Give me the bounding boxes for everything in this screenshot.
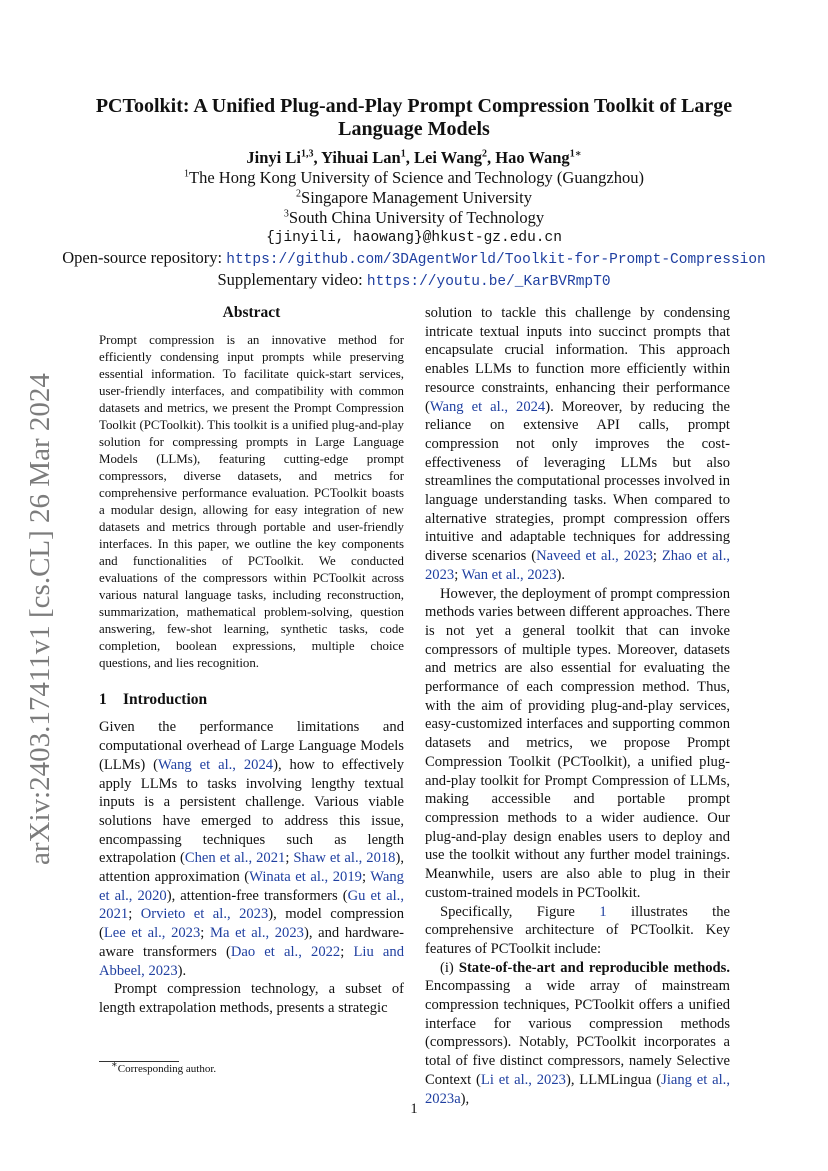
intro-paragraph-2: Prompt compression technology, a subset of length extrapolation methods, presents a strategic [99,981,404,1016]
affiliation: $^1$The Hong Kong University of Science and Technology (Guangzhou) [184,168,644,187]
intro-paragraph-1: Given the performance limitations and computational overhead of Large Language Models (LLMs) (Wang et al., 2024), how to effectively apply LLMs to tasks involving lengthy textual inputs is a persistent challenge. Various viable solutions have emerged to address this issue, encompassing techniques such as length extrapolation (Chen et al., 2021; Shaw et al., 2018), attention approximation (Winata et al., 2019; Wang et al., 2020), attention-free transformers (Gu et al., 2021; Orvieto et al., 2023), model compression (Lee et al., 2023; Ma et al., 2023), and hardware-aware transformers (Dao et al., 2022; Liu and Abbeel, 2023). [99,719,405,979]
citation-link[interactable]: Li et al., 2023 [480,1071,566,1088]
citation-link[interactable]: Shaw et al., 2018 [293,850,396,867]
author-affil: 1∗ [569,148,582,160]
author-name: Hao Wang [495,148,570,167]
video-label: Supplementary video: [217,270,367,289]
body-paragraph: (i) State-of-the-art and reproducible methods. Encompassing a wide array of mainstream compression techniques, PCToolkit offers a unified interface for various compression methods (compressors). Notably, PCToolkit incorporates a total of five distinct compressors, namely Selective Context (Li et al., 2023), LLMLingua (Jiang et al., 2023a), [425,959,730,1107]
citation-link[interactable]: Wang et al., 2020 [99,869,404,904]
citation-link[interactable]: Jiang et al., 2023a [425,1071,730,1107]
video-link[interactable]: https://youtu.be/_KarBVRmpT0 [366,274,611,290]
citation-link[interactable]: Winata et al., 2019 [249,869,362,886]
affiliation: $^3$South China University of Technology [283,208,545,227]
abstract-text: Prompt compression is an innovative method for efficiently condensing input prompts while preserving essential information. To facilitate quick-start services, user-friendly interfaces, and compatibility with common datasets and metrics, we present the Prompt Compression Toolkit (PCToolkit). This toolkit is a unified plug-and-play solution for compressing prompts in Large Language Models (LLMs), featuring cutting-edge prompt compressors, diverse datasets, and metrics for comprehensive performance evaluation. PCToolkit boasts a modular design, allowing for easy integration of new datasets and metrics through portable and user-friendly interfaces. In this paper, we outline the key components and functionalities of PCToolkit. We conducted evaluations of the compressors within PCToolkit across various natural language tasks, including reconstruction, summarization, mathematical problem-solving, question answering, few-shot learning, synthetic tasks, code completion, boolean expressions, multiple choice questions, and lies recognition. [99,332,404,670]
author-affil: 1 [400,148,406,160]
title-line-1: PCToolkit: A Unified Plug-and-Play Prompt Compression Toolkit of Large [95,95,733,117]
repository-line [60,248,768,270]
body-paragraph: solution to tackle this challenge by condensing intricate textual inputs into succinct prompts that encapsulate crucial information. This approach enables LLMs to function more efficiently within resource constraints, enhancing their performance (Wang et al., 2024). Moreover, by reducing the reliance on extensive API calls, prompt compression not only improves the cost-effectiveness of leveraging LLMs but also streamlines the computational processes involved in language understanding tasks. When compared to alternative strategies, prompt compression offers intuitive and adaptable techniques for addressing diverse scenarios (Naveed et al., 2023; Zhao et al., 2023; Wan et al., 2023). [425,305,731,583]
section-title: Introduction [123,690,208,708]
citation-link[interactable]: Liu and Abbeel, 2023 [99,943,405,979]
repository-label: Open-source repository: [62,248,227,267]
citation-link[interactable]: Naveed et al., 2023 [536,548,653,565]
citation-link[interactable]: Dao et al., 2022 [230,943,341,960]
section-heading-introduction [99,691,404,710]
arxiv-identifier: arXiv:2403.17411v1 [cs.CL] 26 Mar 2024 [24,373,56,865]
figure-reference-link[interactable]: 1 [599,903,607,920]
author-emails: {jinyili, haowang}@hkust-gz.edu.cn [266,230,562,246]
left-column [99,304,404,1018]
footnote-mark: ∗ [111,1059,118,1071]
author-name: Lei Wang [413,148,482,167]
feature-heading: State-of-the-art and reproducible methods. [458,959,730,976]
author-affil: 1,3 [300,148,314,160]
footnote [111,1059,217,1075]
section-number: 1 [99,690,107,708]
citation-link[interactable]: Gu et al., 2021 [99,887,404,923]
affiliation: $^2$Singapore Management University [296,188,532,207]
citation-link[interactable]: Wang et al., 2024 [158,756,274,773]
body-paragraph: Specifically, Figure 1 illustrates the comprehensive architecture of PCToolkit. Key features of PCToolkit include: [425,903,730,957]
citation-link[interactable]: Chen et al., 2021 [184,850,286,867]
title-line-2: Language Models [338,118,490,140]
author-affil: 2 [482,148,487,160]
paper-title [60,95,768,141]
citation-link[interactable]: Lee et al., 2023 [103,925,201,942]
citation-link[interactable]: Wan et al., 2023 [461,566,557,583]
repository-link[interactable]: https://github.com/3DAgentWorld/Toolkit-for-Prompt-Compression [226,252,766,268]
abstract-heading: Abstract [222,304,281,321]
citation-link[interactable]: Zhao et al., 2023 [425,548,730,583]
author-name: Yihuai Lan [321,148,401,167]
author-names: Jinyi Li$^{1,3}$, Yihuai Lan$^1$, Lei Wang$^2$, Hao Wang$^{1∗}$ [246,148,582,167]
citation-link[interactable]: Wang et al., 2024 [429,398,546,415]
body-paragraph: However, the deployment of prompt compression methods varies between different approaches. There is not yet a general toolkit that can invoke compressors of multiple types. Moreover, datasets and metrics are also essential for evaluating the performance of each compression method. Thus, with the aim of providing plug-and-play services, easy-customized interfaces and supporting common datasets and metrics, we propose Prompt Compression Toolkit (PCToolkit), a unified plug-and-play toolkit for Prompt Compression of LLMs, making accessible and portable prompt compression methods to a wider audience. Our plug-and-play design enables users to deploy and use the toolkit without any further model trainings. Meanwhile, users are also able to plug in their custom-trained models in PCToolkit. [425,585,730,901]
page-number: 1 [410,1101,418,1117]
video-line [60,270,768,292]
citation-link[interactable]: Ma et al., 2023 [209,925,304,942]
author-name: Jinyi Li [246,148,301,167]
citation-link[interactable]: Orvieto et al., 2023 [140,906,269,923]
right-column [425,304,730,1108]
footnote-text: Corresponding author. [117,1063,217,1075]
author-block [60,148,768,292]
